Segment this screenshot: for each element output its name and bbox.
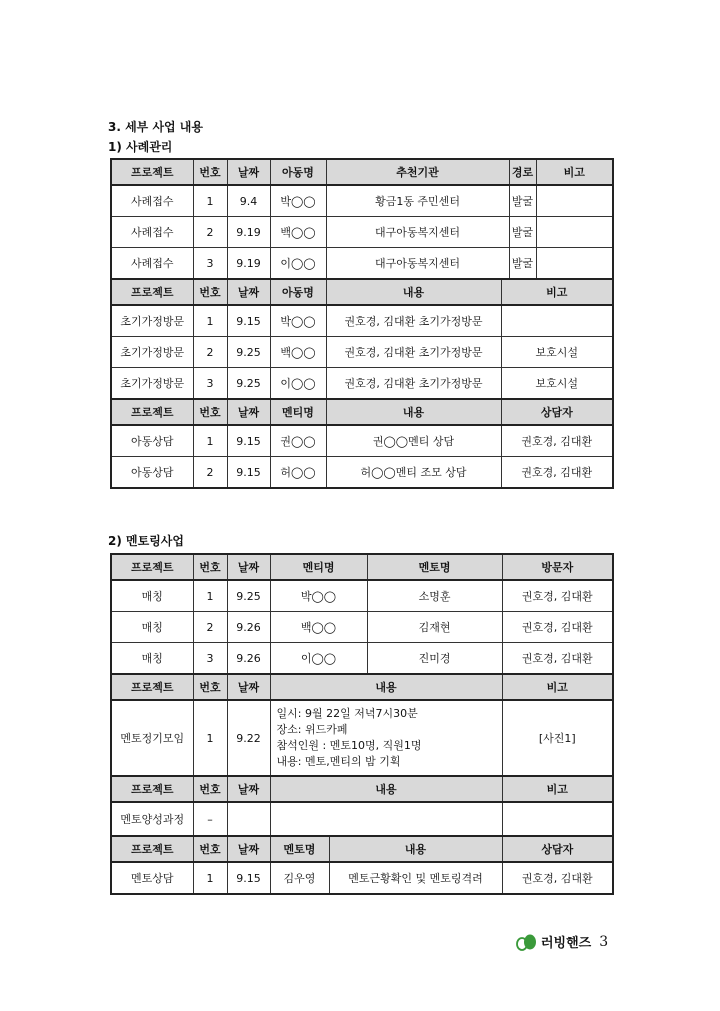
header-cell: 내용 — [326, 279, 501, 305]
cell-mentor: 진미경 — [367, 643, 502, 675]
cell-date: 9.26 — [227, 643, 270, 675]
cell-date: 9.15 — [227, 457, 270, 489]
cell-child: 백◯◯ — [270, 337, 326, 368]
cell-child: 박◯◯ — [270, 305, 326, 337]
table-row — [111, 802, 613, 836]
table-row — [111, 580, 613, 612]
cell-content: 권◯◯멘티 상담 — [326, 425, 501, 457]
cell-project: 사례접수 — [111, 185, 193, 217]
header-cell: 방문자 — [502, 554, 613, 580]
header-cell: 프로젝트 — [111, 836, 193, 862]
header-cell: 프로젝트 — [111, 279, 193, 305]
header-cell: 날짜 — [227, 776, 270, 802]
cell-child: 이◯◯ — [270, 368, 326, 400]
training-header-row — [111, 776, 613, 802]
table-row — [111, 337, 613, 368]
cell-project: 사례접수 — [111, 248, 193, 280]
header-cell: 비고 — [501, 279, 613, 305]
header-cell: 번호 — [193, 279, 227, 305]
meeting-time-line: 일시: 9월 22일 저녁7시30분 — [276, 707, 418, 720]
table-row — [111, 700, 613, 776]
cell-no: 2 — [193, 612, 227, 643]
meeting-place-line: 장소: 위드카페 — [276, 723, 348, 736]
cell-mentee: 박◯◯ — [270, 580, 367, 612]
table-row — [111, 248, 613, 280]
header-cell: 프로젝트 — [111, 159, 193, 185]
table-row — [111, 643, 613, 675]
cell-content: 권호경, 김대환 초기가정방문 — [326, 337, 501, 368]
cell-date — [227, 802, 270, 836]
cell-note — [536, 217, 613, 248]
cell-route: 발굴 — [509, 248, 536, 280]
header-cell: 내용 — [326, 399, 501, 425]
cell-no: 2 — [193, 457, 227, 489]
header-cell: 멘티명 — [270, 399, 326, 425]
cell-note — [536, 185, 613, 217]
cell-note: [사진1] — [502, 700, 613, 776]
cell-route: 발굴 — [509, 185, 536, 217]
table-row — [111, 457, 613, 489]
cell-date: 9.26 — [227, 612, 270, 643]
table-row — [111, 305, 613, 337]
header-cell: 번호 — [193, 776, 227, 802]
cell-date: 9.25 — [227, 368, 270, 400]
cell-note: 보호시설 — [501, 368, 613, 400]
header-cell: 프로젝트 — [111, 399, 193, 425]
cell-content — [270, 802, 502, 836]
page-number: 3 — [599, 933, 609, 950]
cell-mentor: 김우영 — [270, 862, 329, 894]
header-cell: 번호 — [193, 674, 227, 700]
cell-agency: 황금1동 주민센터 — [326, 185, 509, 217]
header-cell: 번호 — [193, 554, 227, 580]
header-cell: 상담자 — [502, 836, 613, 862]
header-cell: 날짜 — [227, 279, 270, 305]
cell-visitor: 권호경, 김대환 — [502, 643, 613, 675]
cell-note: 보호시설 — [501, 337, 613, 368]
table-row — [111, 217, 613, 248]
cell-no: 3 — [193, 248, 227, 280]
cell-project: 아동상담 — [111, 425, 193, 457]
header-cell: 비고 — [502, 674, 613, 700]
cell-project: 아동상담 — [111, 457, 193, 489]
subheading-case-management: 1) 사례관리 — [108, 140, 173, 154]
cell-mentor: 김재현 — [367, 612, 502, 643]
cell-visitor: 권호경, 김대환 — [502, 580, 613, 612]
cell-child: 박◯◯ — [270, 185, 326, 217]
header-cell: 번호 — [193, 836, 227, 862]
table-row — [111, 368, 613, 400]
cell-no: 3 — [193, 368, 227, 400]
cell-no: 1 — [193, 425, 227, 457]
visit-header-row — [111, 279, 613, 305]
cell-project: 멘토상담 — [111, 862, 193, 894]
header-cell: 날짜 — [227, 159, 270, 185]
cell-project: 매칭 — [111, 643, 193, 675]
cell-child: 이◯◯ — [270, 248, 326, 280]
cell-project: 사례접수 — [111, 217, 193, 248]
header-cell: 날짜 — [227, 674, 270, 700]
table-row — [111, 425, 613, 457]
table-row — [111, 612, 613, 643]
cell-route: 발굴 — [509, 217, 536, 248]
cell-date: 9.19 — [227, 217, 270, 248]
header-cell: 멘토명 — [367, 554, 502, 580]
cell-note — [502, 802, 613, 836]
header-cell: 날짜 — [227, 836, 270, 862]
table-row — [111, 185, 613, 217]
cell-date: 9.15 — [227, 305, 270, 337]
case-management-table — [110, 158, 614, 489]
cell-no: 2 — [193, 217, 227, 248]
cell-no: 1 — [193, 305, 227, 337]
consult-header-row — [111, 836, 613, 862]
cell-note — [501, 305, 613, 337]
cell-no: 1 — [193, 862, 227, 894]
cell-date: 9.15 — [227, 862, 270, 894]
cell-project: 매칭 — [111, 612, 193, 643]
cell-date: 9.25 — [227, 580, 270, 612]
meeting-header-row — [111, 674, 613, 700]
header-cell: 비고 — [502, 776, 613, 802]
header-cell: 멘티명 — [270, 554, 367, 580]
cell-content: 멘토근황확인 및 멘토링격려 — [329, 862, 502, 894]
header-cell: 프로젝트 — [111, 776, 193, 802]
cell-agency: 대구아동복지센터 — [326, 248, 509, 280]
header-cell: 내용 — [270, 776, 502, 802]
header-cell: 번호 — [193, 159, 227, 185]
cell-project: 초기가정방문 — [111, 305, 193, 337]
cell-no: – — [193, 802, 227, 836]
cell-date: 9.25 — [227, 337, 270, 368]
cell-date: 9.15 — [227, 425, 270, 457]
cell-counselor: 권호경, 김대환 — [501, 457, 613, 489]
header-cell: 내용 — [329, 836, 502, 862]
header-cell: 상담자 — [501, 399, 613, 425]
meeting-agenda-line: 내용: 멘토,멘티의 밤 기획 — [276, 755, 401, 768]
cell-mentee: 백◯◯ — [270, 612, 367, 643]
counsel-header-row — [111, 399, 613, 425]
cell-counselor: 권호경, 김대환 — [502, 862, 613, 894]
cell-mentee: 권◯◯ — [270, 425, 326, 457]
cell-counselor: 권호경, 김대환 — [501, 425, 613, 457]
header-cell: 날짜 — [227, 554, 270, 580]
cell-content: 권호경, 김대환 초기가정방문 — [326, 368, 501, 400]
cell-project: 매칭 — [111, 580, 193, 612]
cell-project: 멘토정기모임 — [111, 700, 193, 776]
cell-no: 1 — [193, 700, 227, 776]
intake-header-row — [111, 159, 613, 185]
page-footer — [516, 932, 608, 951]
cell-child: 백◯◯ — [270, 217, 326, 248]
cell-visitor: 권호경, 김대환 — [502, 612, 613, 643]
match-header-row — [111, 554, 613, 580]
header-cell: 날짜 — [227, 399, 270, 425]
header-cell: 경로 — [509, 159, 536, 185]
cell-agency: 대구아동복지센터 — [326, 217, 509, 248]
cell-mentor: 소명훈 — [367, 580, 502, 612]
cell-note — [536, 248, 613, 280]
mentoring-table — [110, 553, 614, 895]
cell-date: 9.19 — [227, 248, 270, 280]
header-cell: 멘토명 — [270, 836, 329, 862]
cell-no: 1 — [193, 185, 227, 217]
cell-content: 허◯◯멘티 조모 상담 — [326, 457, 501, 489]
header-cell: 내용 — [270, 674, 502, 700]
cell-content — [270, 700, 502, 776]
meeting-attendees-line: 참석인원 : 멘토10명, 직원1명 — [276, 739, 422, 752]
cell-no: 3 — [193, 643, 227, 675]
cell-project: 초기가정방문 — [111, 337, 193, 368]
section-heading: 3. 세부 사업 내용 — [108, 120, 203, 134]
header-cell: 프로젝트 — [111, 554, 193, 580]
cell-date: 9.22 — [227, 700, 270, 776]
cell-project: 초기가정방문 — [111, 368, 193, 400]
header-cell: 추천기관 — [326, 159, 509, 185]
cell-mentee: 이◯◯ — [270, 643, 367, 675]
loving-hands-logo-icon — [516, 933, 538, 951]
header-cell: 번호 — [193, 399, 227, 425]
cell-project: 멘토양성과정 — [111, 802, 193, 836]
header-cell: 비고 — [536, 159, 613, 185]
header-cell: 아동명 — [270, 159, 326, 185]
cell-content: 권호경, 김대환 초기가정방문 — [326, 305, 501, 337]
cell-date: 9.4 — [227, 185, 270, 217]
cell-no: 1 — [193, 580, 227, 612]
cell-mentee: 허◯◯ — [270, 457, 326, 489]
table-row — [111, 862, 613, 894]
logo-text: 러빙핸즈 — [541, 936, 592, 951]
cell-no: 2 — [193, 337, 227, 368]
subheading-mentoring: 2) 멘토링사업 — [108, 534, 184, 548]
header-cell: 프로젝트 — [111, 674, 193, 700]
header-cell: 아동명 — [270, 279, 326, 305]
